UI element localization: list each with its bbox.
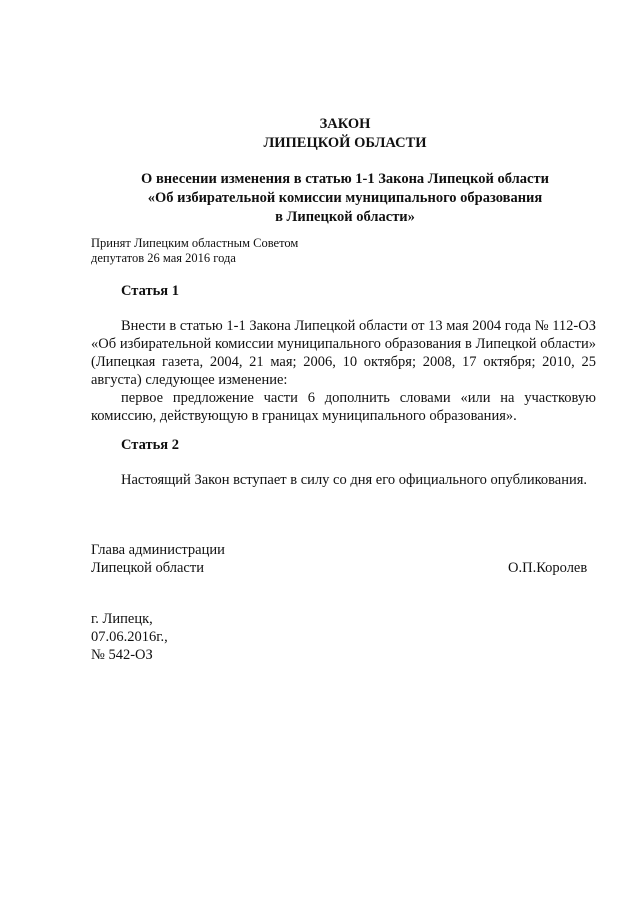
law-subtitle-line2: «Об избирательной комиссии муниципального образования [147,190,543,206]
footer-number: № 542-ОЗ [91,647,153,663]
signatory-position [91,541,225,577]
article-1-paragraph-1: Внести в статью 1-1 Закона Липецкой области от 13 мая 2004 года № 112-ОЗ «Об избирательной комиссии муниципального образования в Липецкой области» (Липецкая газета, 2004, 21 мая; 2006, 10 октября; 2008, 17 октября; 2010, 25 августа) следующее изменение: [91,318,596,388]
signatory-name: О.П.Королев [508,560,588,576]
adoption-note-line1: Принят Липецким областным Советом [91,236,299,250]
adoption-note [91,236,298,266]
footer-date: 07.06.2016г., [91,629,168,645]
law-title [0,115,640,153]
article-1-title: Статья 1 [121,283,179,299]
law-title-line1: ЗАКОН [319,116,371,132]
law-title-line2: ЛИПЕЦКОЙ ОБЛАСТИ [263,135,427,151]
signatory-position-line2: Липецкой области [91,560,204,576]
document-footer [91,610,168,664]
law-subtitle-line3: в Липецкой области» [275,209,415,225]
law-subtitle [0,170,640,227]
signatory-position-line1: Глава администрации [91,542,225,558]
adoption-note-line2: депутатов 26 мая 2016 года [91,251,236,265]
article-2-title: Статья 2 [121,437,179,453]
article-2-paragraph-1: Настоящий Закон вступает в силу со дня его официального опубликования. [121,472,588,488]
article-1-paragraph-2: первое предложение части 6 дополнить словами «или на участковую комиссию, действующую в границах муниципального образования». [91,390,596,424]
law-subtitle-line1: О внесении изменения в статью 1-1 Закона Липецкой области [141,171,549,187]
footer-city: г. Липецк, [91,611,153,627]
